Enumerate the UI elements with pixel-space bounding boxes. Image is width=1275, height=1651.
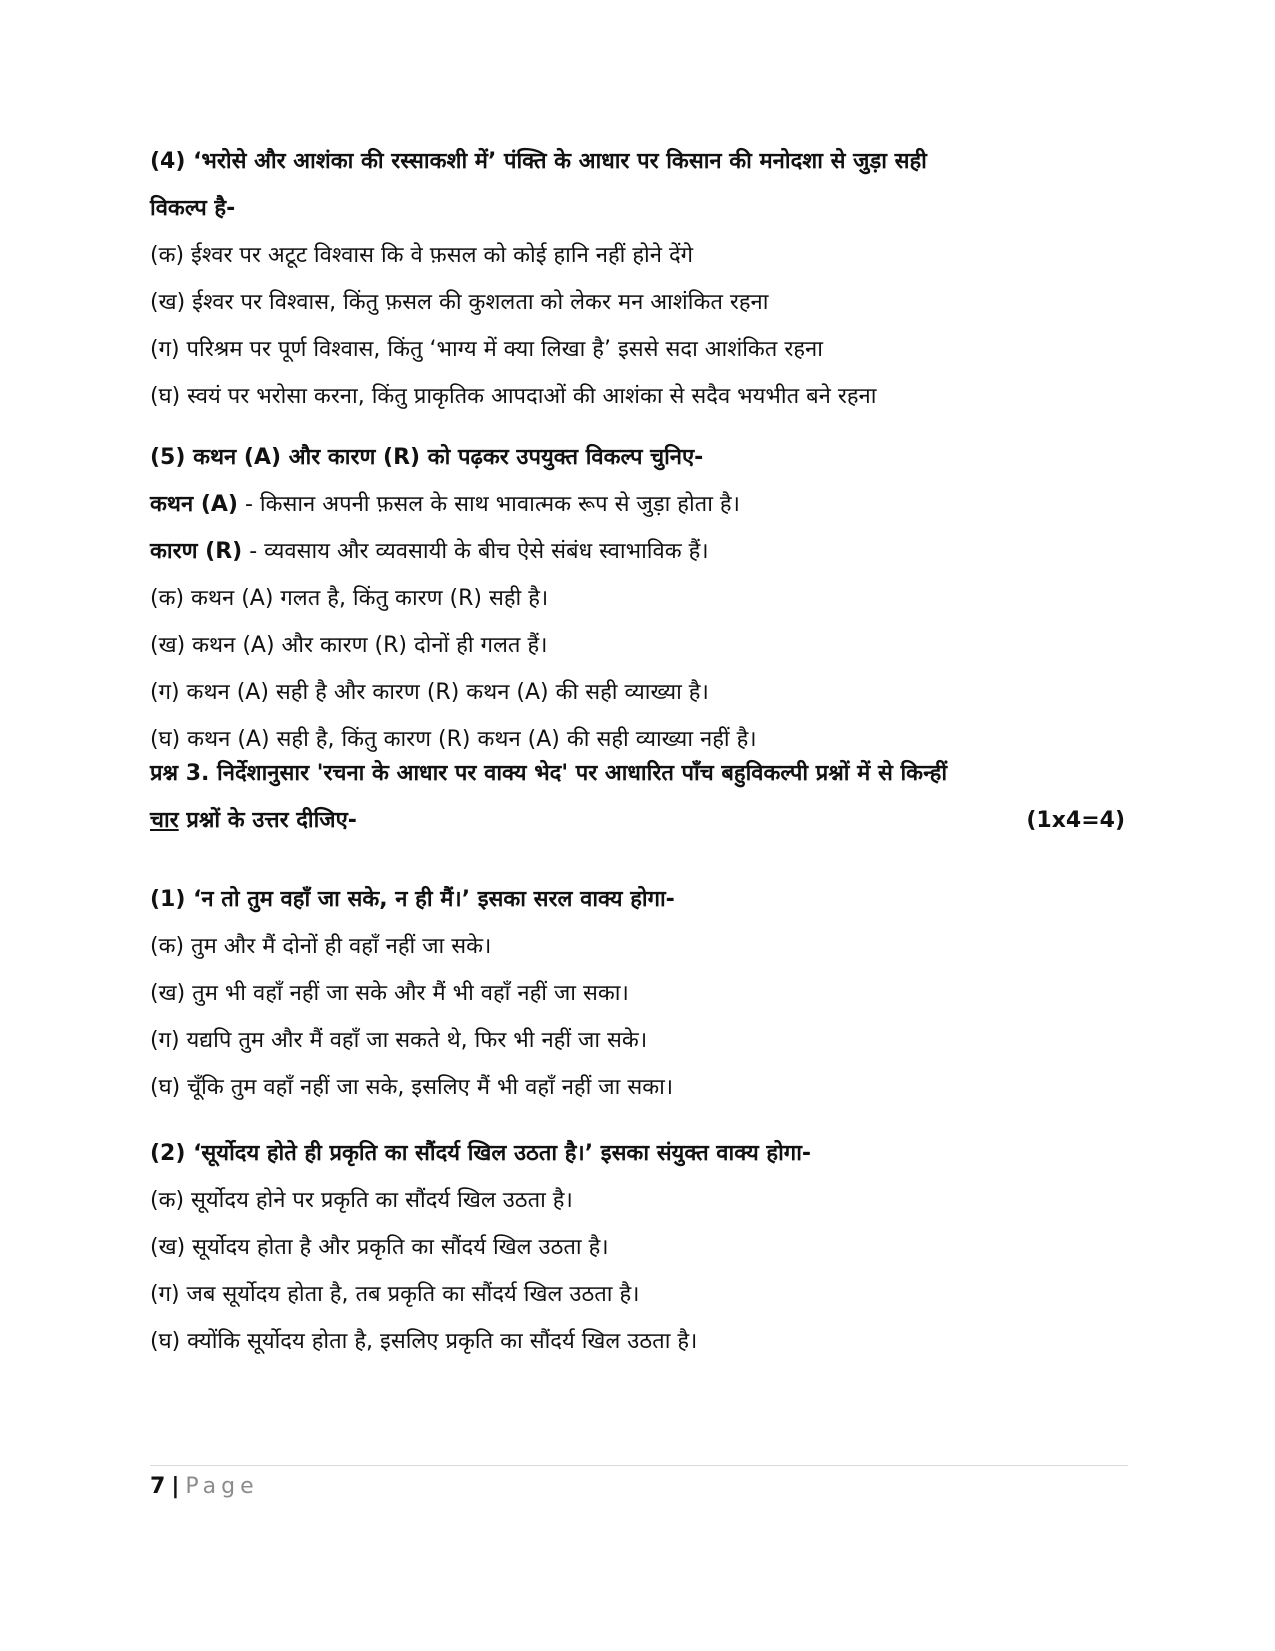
question-5-option-ka: (क) कथन (A) गलत है, किंतु कारण (R) सही है। [150,586,549,611]
section-3-question-2-option-kha: (ख) सूर्योदय होता है और प्रकृति का सौंदर्य खिल उठता है। [150,1235,609,1260]
assertion-label: कथन (A) [150,492,238,517]
page-separator: | [171,1474,180,1499]
instruction-rest: प्रश्नों के उत्तर दीजिए- [178,808,357,833]
question-4-option-kha: (ख) ईश्वर पर विश्वास, किंतु फ़सल की कुशलता को लेकर मन आशंकित रहना [150,290,769,315]
question-5 [150,434,1125,763]
assertion-text: - किसान अपनी फ़सल के साथ भावात्मक रूप से जुड़ा होता है। [237,492,740,517]
underlined-word: चार [150,808,179,833]
document-page [150,0,1125,1651]
section-3-question-2 [150,1130,1125,1365]
section-3-question-1-option-gha: (घ) चूँकि तुम वहाँ नहीं जा सके, इसलिए मैं भी वहाँ नहीं जा सका। [150,1075,674,1100]
reason-label: कारण (R) [150,539,243,564]
section-3-question-1-stem: (1) ‘न तो तुम वहाँ जा सके, न ही मैं।’ इसका सरल वाक्य होगा- [150,887,675,912]
section-3-question-1-option-kha: (ख) तुम भी वहाँ नहीं जा सके और मैं भी वहाँ नहीं जा सका। [150,981,629,1006]
question-4 [150,138,1125,420]
marks-label: (1x4=4) [1026,808,1125,833]
section-3-question-2-option-ka: (क) सूर्योदय होने पर प्रकृति का सौंदर्य खिल उठता है। [150,1188,573,1213]
page-footer [150,1472,259,1502]
section-3-question-2-stem: (2) ‘सूर्योदय होते ही प्रकृति का सौंदर्य खिल उठता है।’ इसका संयुक्त वाक्य होगा- [150,1141,812,1166]
question-4-stem-line-2: विकल्प है- [150,196,236,221]
question-4-stem-line-1: (4) ‘भरोसे और आशंका की रस्साकशी में’ पंक्ति के आधार पर किसान की मनोदशा से जुड़ा सही [150,149,927,174]
section-3-question-1-option-ka: (क) तुम और मैं दोनों ही वहाँ नहीं जा सके। [150,934,492,959]
question-4-option-gha: (घ) स्वयं पर भरोसा करना, किंतु प्राकृतिक आपदाओं की आशंका से सदैव भयभीत बने रहना [150,384,877,409]
question-4-option-ka: (क) ईश्वर पर अटूट विश्वास कि वे फ़सल को कोई हानि नहीं होने देंगे [150,243,694,268]
question-5-stem: (5) कथन (A) और कारण (R) को पढ़कर उपयुक्त विकल्प चुनिए- [150,445,704,470]
page-number: 7 [150,1474,166,1499]
section-3-question-1-option-ga: (ग) यद्यपि तुम और मैं वहाँ जा सकते थे, फिर भी नहीं जा सके। [150,1028,648,1053]
section-3-question-2-option-ga: (ग) जब सूर्योदय होता है, तब प्रकृति का सौंदर्य खिल उठता है। [150,1282,640,1307]
question-5-option-gha: (घ) कथन (A) सही है, किंतु कारण (R) कथन (A) की सही व्याख्या नहीं है। [150,727,757,752]
section-3-question-2-option-gha: (घ) क्योंकि सूर्योदय होता है, इसलिए प्रकृति का सौंदर्य खिल उठता है। [150,1329,698,1354]
reason-text: - व्यवसाय और व्यवसायी के बीच ऐसे संबंध स्वाभाविक हैं। [242,539,709,564]
section-3-heading [150,750,1125,844]
section-3-instruction [150,797,357,844]
section-3-heading-line-2 [150,797,1125,844]
question-5-option-kha: (ख) कथन (A) और कारण (R) दोनों ही गलत हैं। [150,633,548,658]
question-5-reason [150,528,1125,575]
footer-divider [150,1465,1128,1466]
question-5-assertion [150,481,1125,528]
question-5-option-ga: (ग) कथन (A) सही है और कारण (R) कथन (A) की सही व्याख्या है। [150,680,709,705]
section-3-heading-line-1: प्रश्न 3. निर्देशानुसार 'रचना के आधार पर वाक्य भेद' पर आधारित पाँच बहुविकल्पी प्रश्नों में से किन्हीं [150,761,948,786]
page-label: Page [185,1474,259,1499]
question-4-option-ga: (ग) परिश्रम पर पूर्ण विश्वास, किंतु ‘भाग्य में क्या लिखा है’ इससे सदा आशंकित रहना [150,337,823,362]
section-3-question-1 [150,876,1125,1111]
